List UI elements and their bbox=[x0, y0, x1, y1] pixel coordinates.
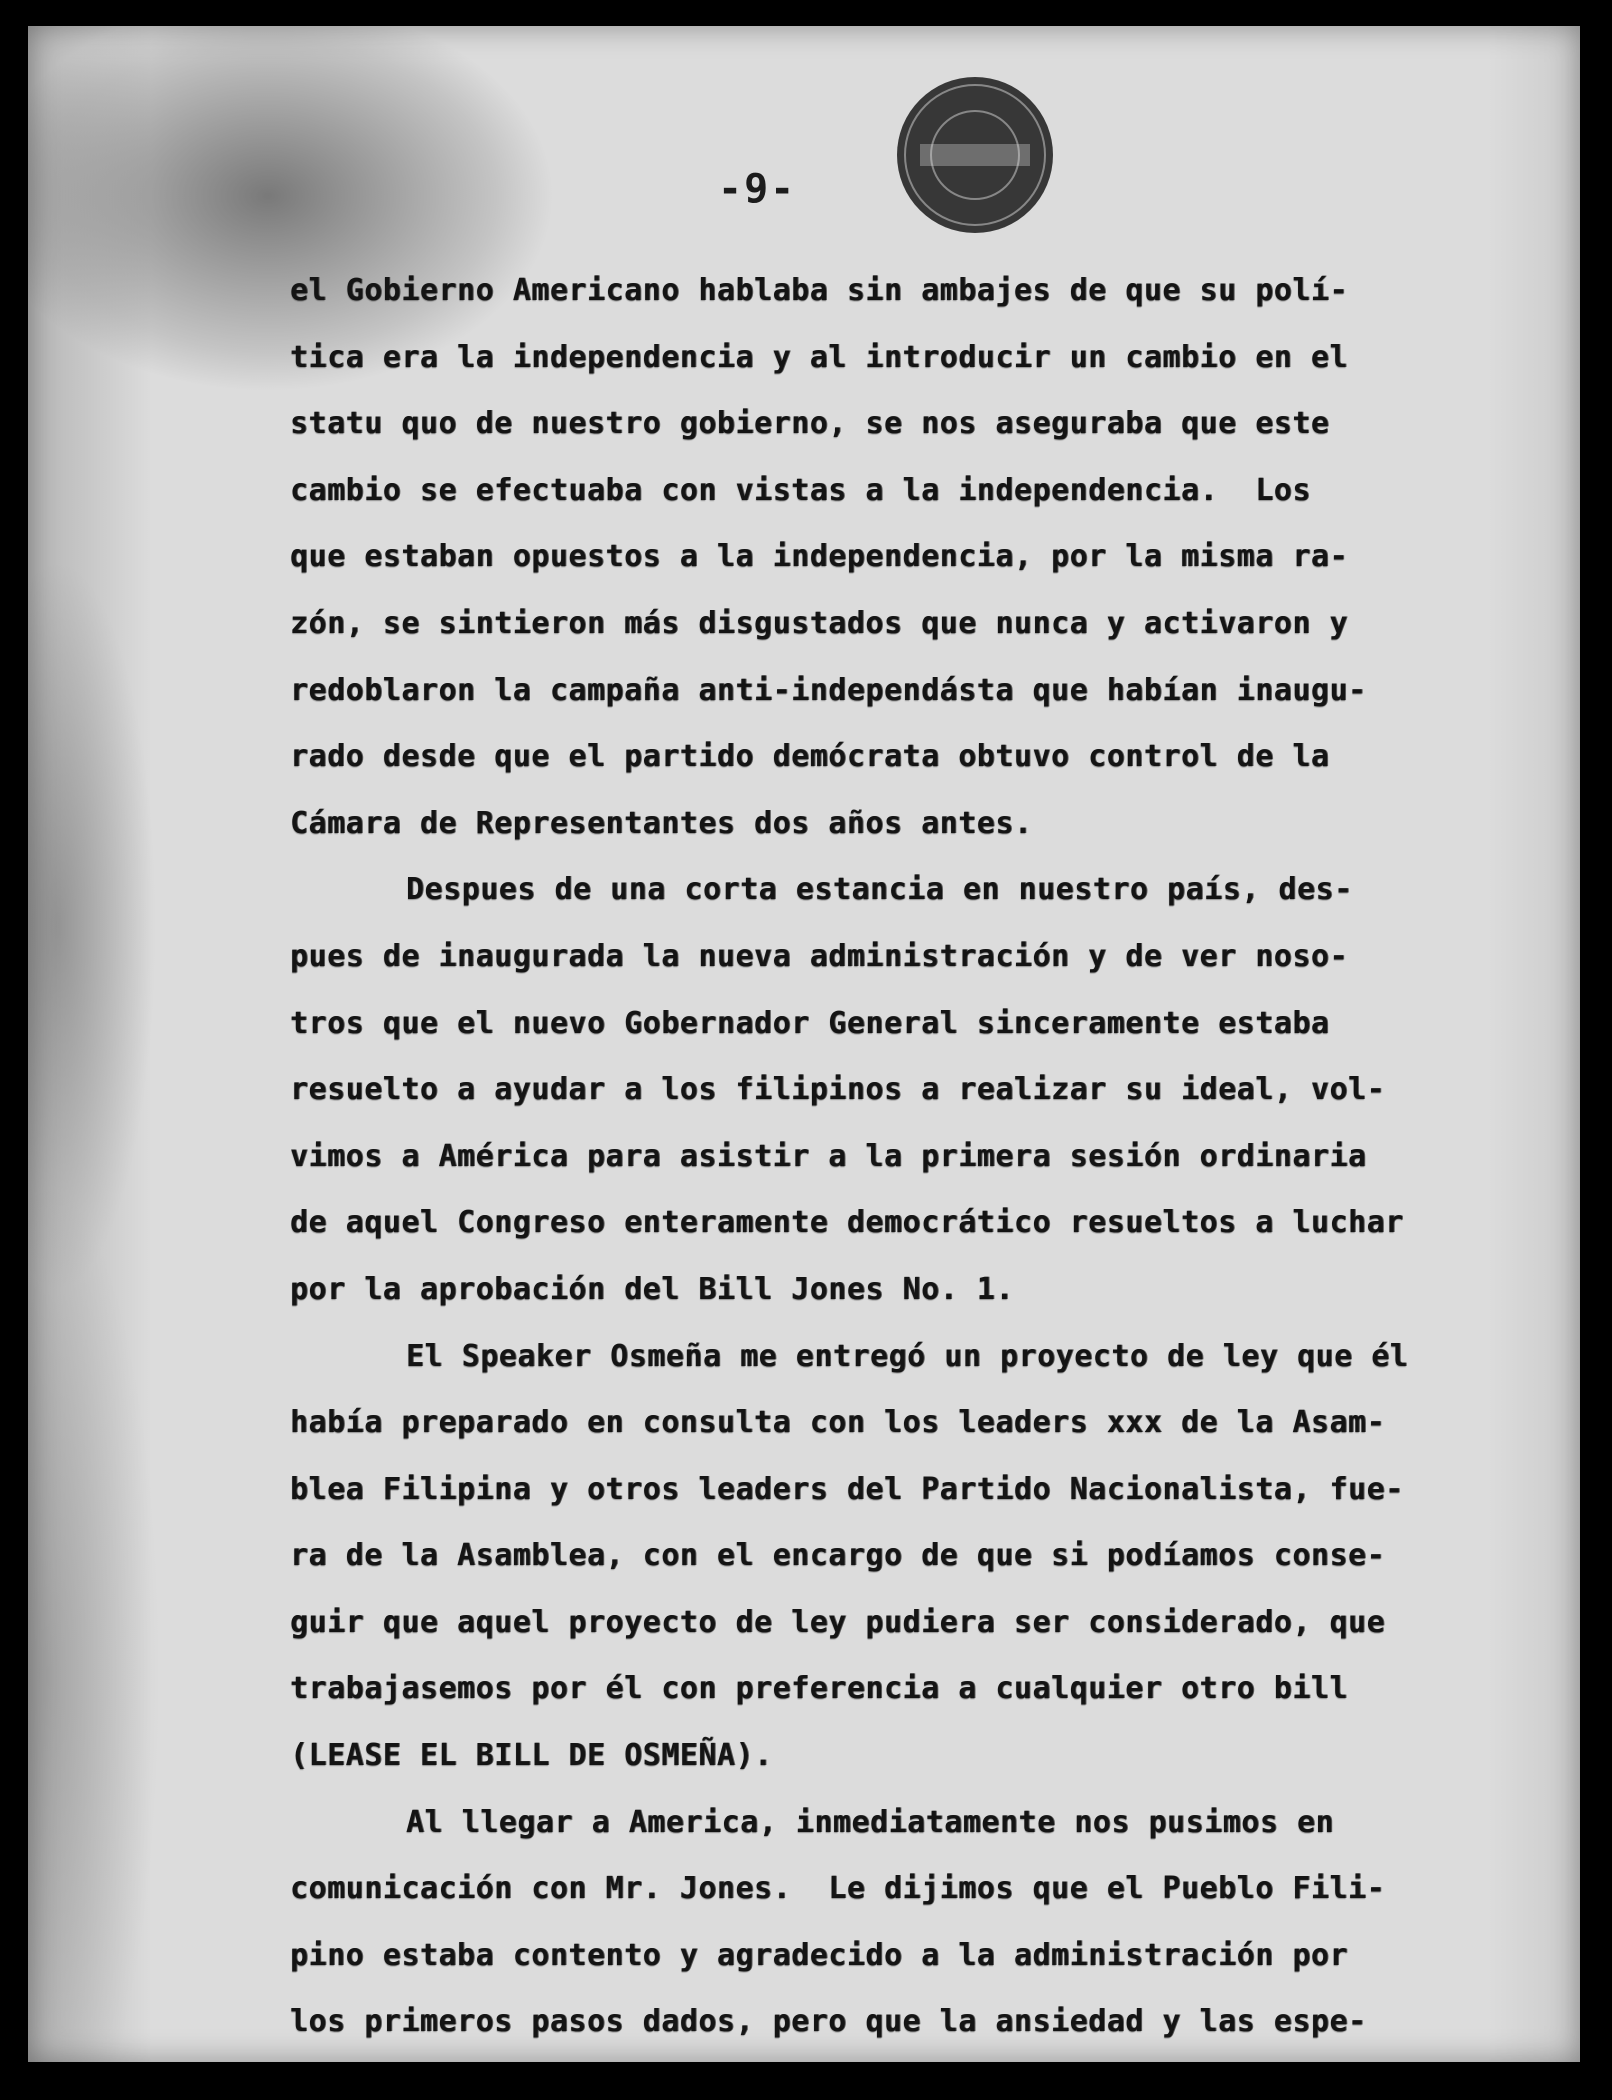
text-line: guir que aquel proyecto de ley pudiera ser considerado, que bbox=[290, 1604, 1386, 1640]
text-line: rado desde que el partido demócrata obtuvo control de la bbox=[290, 739, 1330, 775]
text-line: trabajasemos por él con preferencia a cualquier otro bill bbox=[290, 1671, 1349, 1707]
text-line: El Speaker Osmeña me entregó un proyecto de ley que él bbox=[406, 1338, 1409, 1374]
text-line: Al llegar a America, inmediatamente nos pusimos en bbox=[406, 1804, 1335, 1840]
text-line: Cámara de Representantes dos años antes. bbox=[290, 805, 1033, 841]
text-line: pino estaba contento y agradecido a la administración por bbox=[290, 1937, 1349, 1973]
page-number: -9- bbox=[718, 166, 797, 212]
text-line: resuelto a ayudar a los filipinos a realizar su ideal, vol- bbox=[290, 1072, 1386, 1108]
text-line: había preparado en consulta con los leaders xxx de la Asam- bbox=[290, 1405, 1386, 1441]
text-line: que estaban opuestos a la independencia, por la misma ra- bbox=[290, 539, 1349, 575]
text-line: blea Filipina y otros leaders del Partido Nacionalista, fue- bbox=[290, 1471, 1404, 1507]
text-line: cambio se efectuaba con vistas a la independencia. Los bbox=[290, 472, 1311, 508]
document-page bbox=[28, 26, 1580, 2062]
private-archive-stamp bbox=[890, 70, 1060, 240]
text-line: (LEASE EL BILL DE OSMEÑA). bbox=[290, 1738, 773, 1774]
text-line: Despues de una corta estancia en nuestro país, des- bbox=[406, 872, 1353, 908]
body-text bbox=[290, 258, 1490, 2056]
text-line: los primeros pasos dados, pero que la ansiedad y las espe- bbox=[290, 2004, 1367, 2040]
text-line: el Gobierno Americano hablaba sin ambajes de que su polí- bbox=[290, 273, 1349, 308]
text-line: por la aprobación del Bill Jones No. 1. bbox=[290, 1271, 1014, 1307]
text-line: vimos a América para asistir a la primera sesión ordinaria bbox=[290, 1138, 1367, 1174]
text-line: ra de la Asamblea, con el encargo de que si podíamos conse- bbox=[290, 1538, 1386, 1574]
text-line: tica era la independencia y al introducir un cambio en el bbox=[290, 339, 1349, 375]
text-line: de aquel Congreso enteramente democrático resueltos a luchar bbox=[290, 1205, 1404, 1241]
text-line: redoblaron la campaña anti-independásta que habían inaugu- bbox=[290, 672, 1367, 708]
text-line: pues de inaugurada la nueva administración y de ver noso- bbox=[290, 938, 1349, 974]
text-line: tros que el nuevo Gobernador General sinceramente estaba bbox=[290, 1005, 1330, 1041]
text-line: zón, se sintieron más disgustados que nunca y activaron y bbox=[290, 605, 1349, 641]
text-line: comunicación con Mr. Jones. Le dijimos que el Pueblo Fili- bbox=[290, 1871, 1386, 1907]
text-line: statu quo de nuestro gobierno, se nos aseguraba que este bbox=[290, 406, 1330, 442]
